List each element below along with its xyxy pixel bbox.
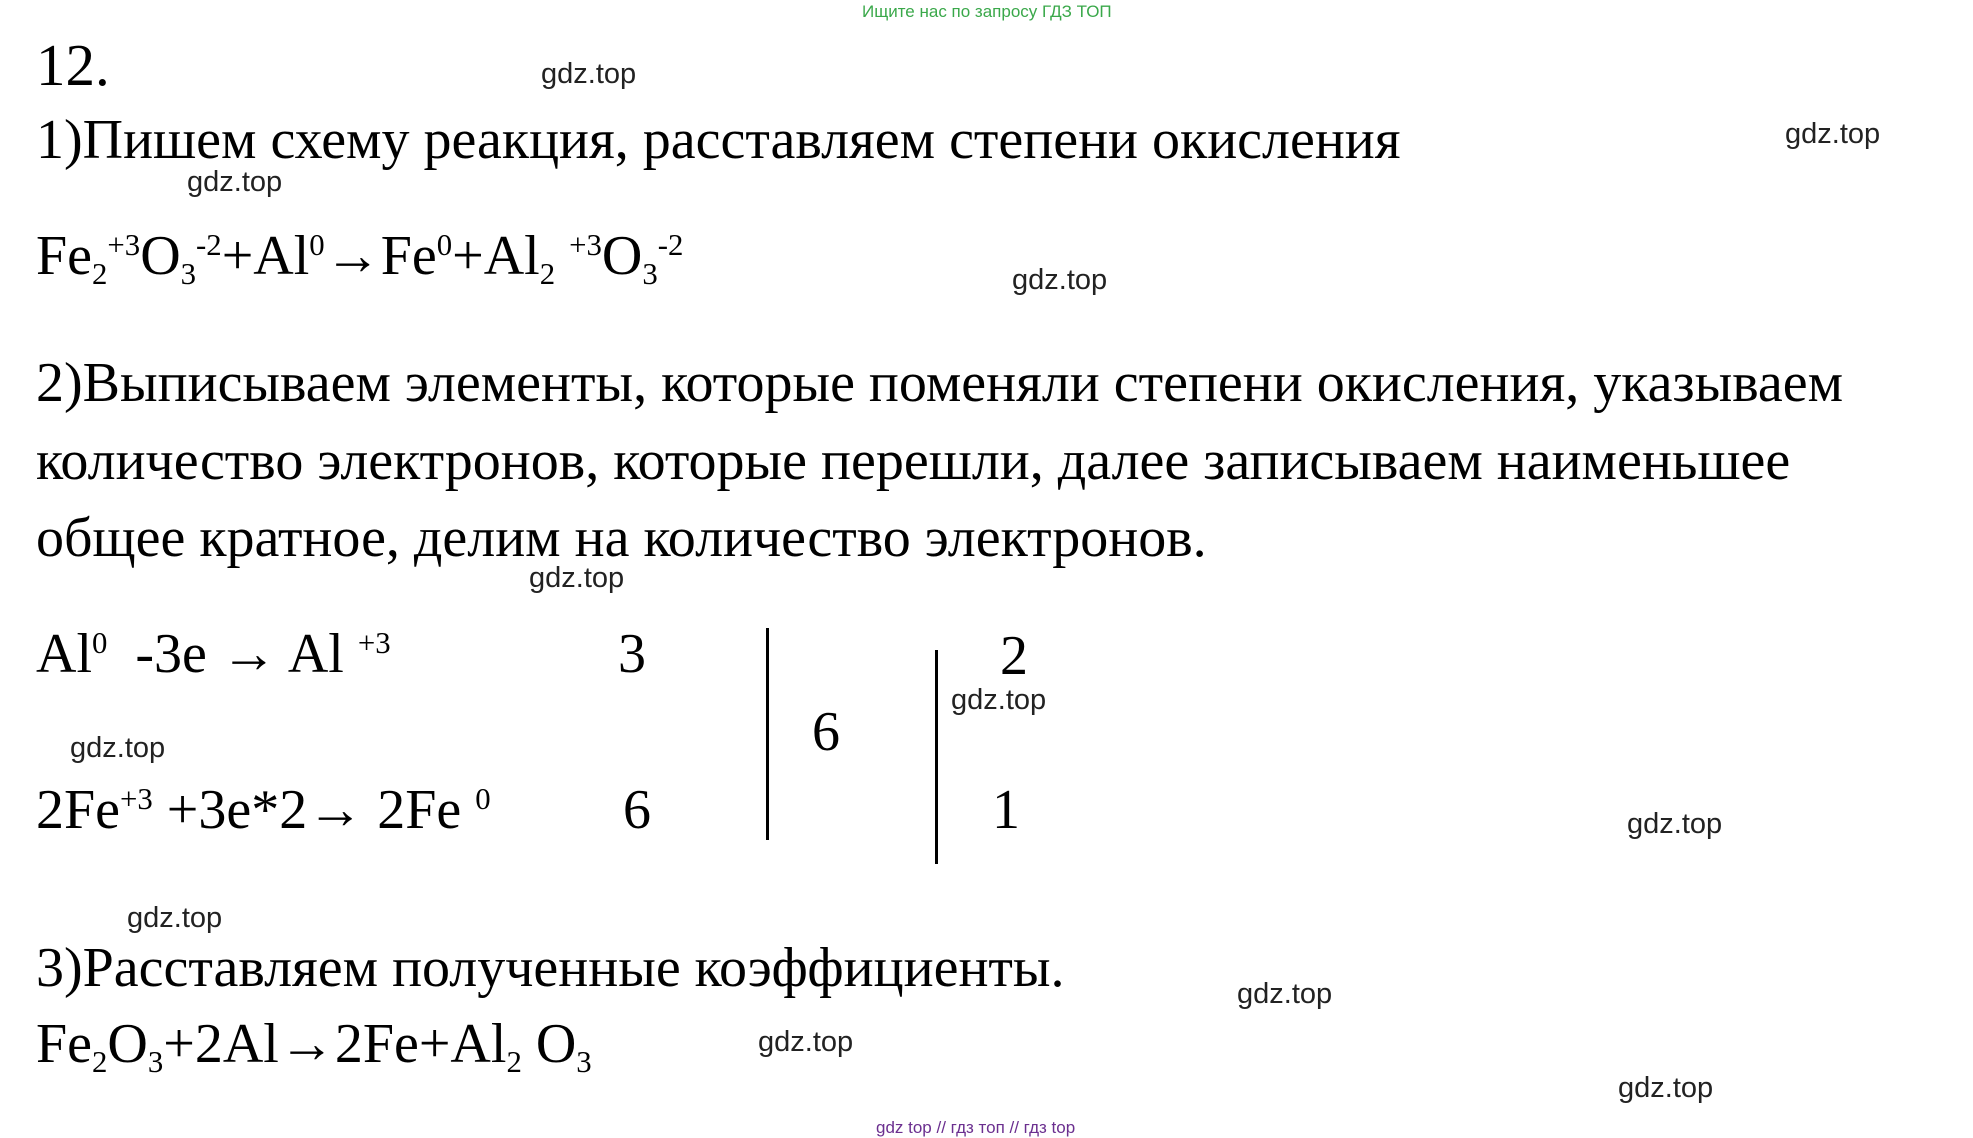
eq1-o: O <box>140 225 181 287</box>
eq1-o-ox: -2 <box>196 227 222 262</box>
hr2-left-ox: +3 <box>120 781 153 816</box>
hr2-right-ox: 0 <box>475 781 491 816</box>
eq2-o2: O <box>535 1013 577 1075</box>
footer-text: gdz top // гдз топ // гдз top <box>876 1118 1076 1137</box>
watermark: gdz.top <box>1785 118 1881 150</box>
watermark: gdz.top <box>127 902 223 934</box>
step-1-text: 1)Пишем схему реакция, расставляем степени окисления <box>36 109 1401 171</box>
hr1-right-ox: +3 <box>357 625 391 660</box>
eq1-o-sub: 3 <box>180 256 197 291</box>
watermark: gdz.top <box>1618 1072 1714 1104</box>
eq1-al: Al <box>253 225 310 287</box>
hr1-middle: -3e → Al <box>135 623 344 685</box>
step-2-line-1: 2)Выписываем элементы, которые поменяли степени окисления, указываем <box>36 352 1844 414</box>
hr1-left: Al <box>36 623 92 685</box>
eq1-al2: Al <box>483 225 540 287</box>
eq1-fe-ox: +3 <box>107 227 141 262</box>
eq2-o: O <box>107 1013 148 1075</box>
watermark: gdz.top <box>541 58 637 90</box>
eq1-o2-sub: 3 <box>642 256 658 291</box>
watermark: gdz.top <box>951 684 1047 716</box>
eq2-o2-sub: 3 <box>576 1044 592 1079</box>
step-2-line-3: общее кратное, делим на количество электронов. <box>36 507 1207 569</box>
divider-line-right <box>935 650 938 864</box>
watermark: gdz.top <box>1627 808 1723 840</box>
eq2-al-sub: 2 <box>506 1044 522 1079</box>
hr1-electrons: 3 <box>618 623 646 685</box>
equation-2 <box>36 1013 592 1079</box>
step-3-text: 3)Расставляем полученные коэффициенты. <box>36 937 1065 999</box>
eq1-al2-ox: +3 <box>569 227 602 262</box>
eq1-arrow: → <box>324 225 381 287</box>
eq2-middle: +2Al→2Fe+Al <box>163 1013 507 1075</box>
coefficient-1: 2 <box>1000 625 1028 687</box>
eq1-plus1: + <box>221 225 254 287</box>
hr2-middle: +3e*2→ 2Fe <box>166 779 462 841</box>
eq1-al2-sub: 2 <box>539 256 556 291</box>
step-2-line-2: количество электронов, которые перешли, далее записываем наименьшее <box>36 430 1791 492</box>
watermark: gdz.top <box>1237 978 1333 1010</box>
divider-line-left <box>766 628 769 840</box>
eq1-o2-ox: -2 <box>657 227 684 262</box>
hr2-electrons: 6 <box>623 779 651 841</box>
coefficient-2: 1 <box>992 779 1020 841</box>
eq1-o2: O <box>601 225 643 287</box>
half-reaction-2 <box>36 779 491 841</box>
watermark: gdz.top <box>187 166 283 198</box>
eq1-fe2-ox: 0 <box>436 227 453 262</box>
eq1-fe: Fe <box>36 225 92 287</box>
hr2-left: 2Fe <box>36 779 120 841</box>
eq1-fe2: Fe <box>380 225 437 287</box>
top-banner: Ищите нас по запросу ГДЗ ТОП <box>862 2 1112 21</box>
eq1-plus2: + <box>452 225 484 287</box>
watermark: gdz.top <box>70 732 166 764</box>
task-number: 12. <box>36 32 110 98</box>
half-reaction-1 <box>36 623 391 685</box>
watermark: gdz.top <box>758 1026 854 1058</box>
eq2-o-sub: 3 <box>147 1044 164 1079</box>
equation-1 <box>36 225 684 291</box>
eq1-al-ox: 0 <box>309 227 325 262</box>
eq1-fe-sub: 2 <box>92 256 108 291</box>
lcm-value: 6 <box>812 701 840 763</box>
eq2-fe-sub: 2 <box>92 1044 108 1079</box>
watermark: gdz.top <box>1012 264 1108 296</box>
eq2-fe: Fe <box>36 1013 92 1075</box>
hr1-left-ox: 0 <box>92 625 108 660</box>
watermark: gdz.top <box>529 562 625 594</box>
